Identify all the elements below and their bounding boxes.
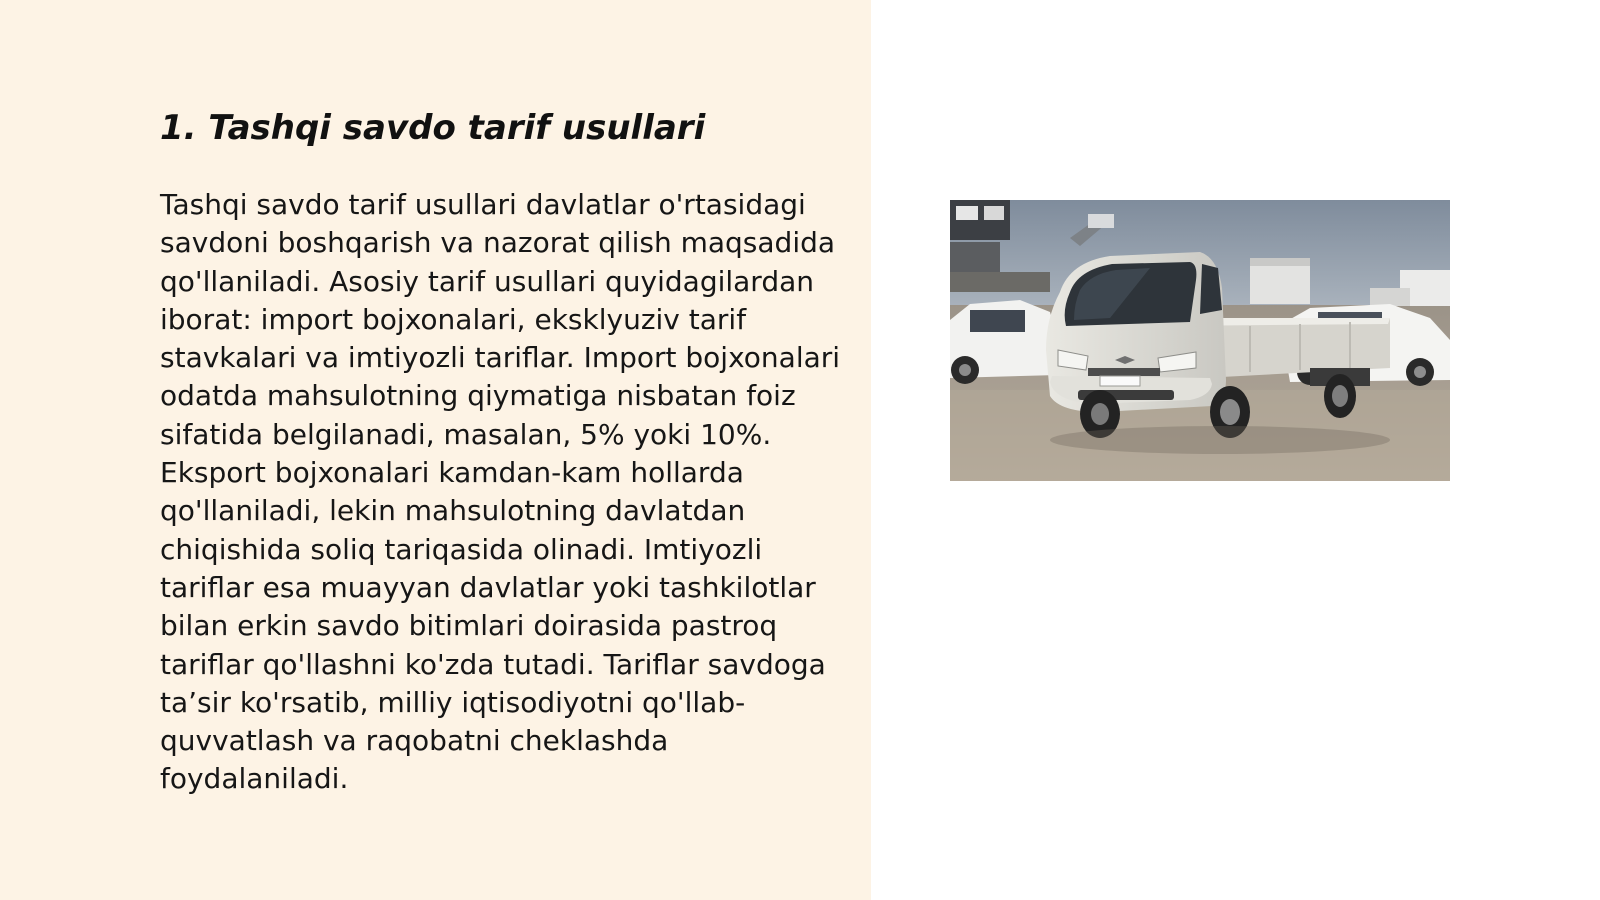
slide-title: 1. Tashqi savdo tarif usullari xyxy=(160,108,706,148)
truck-photo xyxy=(950,200,1450,481)
slide-body-text: Tashqi savdo tarif usullari davlatlar o'rtasidagi savdoni boshqarish va nazorat qilish maqsadida qo'llaniladi. Asosiy tarif usullari quyidagilardan iborat: import bojxonalari, eksklyuziv tarif stavkalari va imtiyozli tariflar. Import bojxonalari odatda mahsulotning qiymatiga nisbatan foiz sifatida belgilanadi, masalan, 5% yoki 10%. Eksport bojxonalari kamdan-kam hollarda qo'llaniladi, lekin mahsulotning davlatdan chiqishida soliq tariqasida olinadi. Imtiyozli tariflar esa muayyan davlatlar yoki tashkilotlar bilan erkin savdo bitimlari doirasida pastroq tariflar qo'llashni ko'zda tutadi. Tariflar savdoga ta’sir ko'rsatib, milliy iqtisodiyotni qo'llab-quvvatlash va raqobatni cheklashda foydalaniladi. xyxy=(160,188,841,796)
